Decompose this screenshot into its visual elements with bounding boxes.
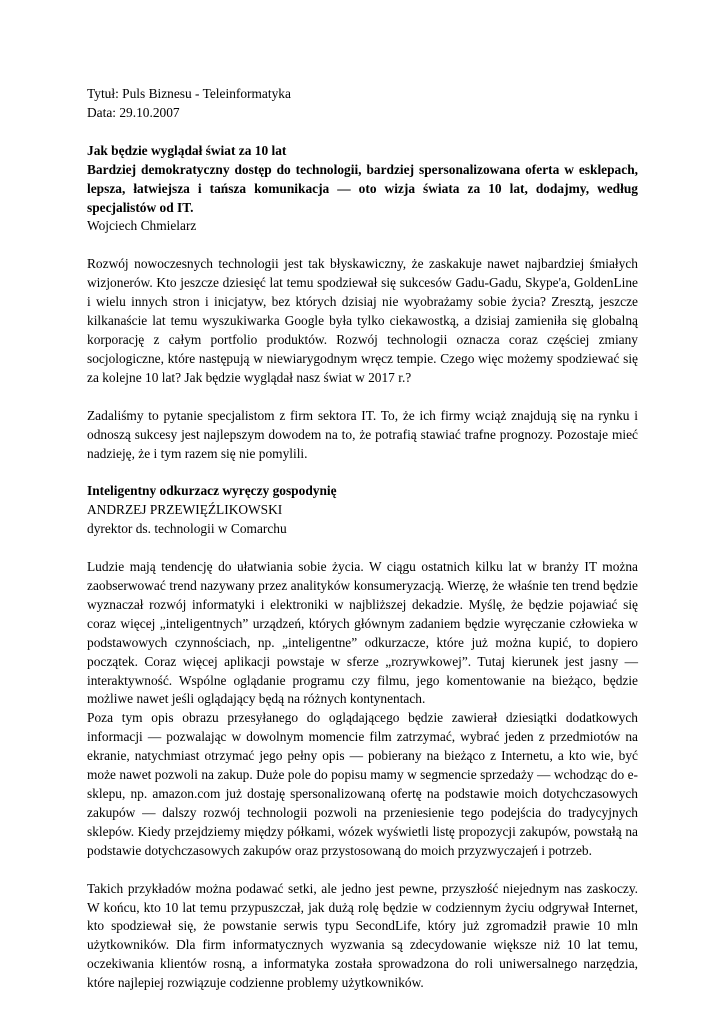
spacer: [87, 236, 638, 255]
expert-role: dyrektor ds. technologii w Comarchu: [87, 521, 287, 537]
article-author: Wojciech Chmielarz: [87, 218, 197, 234]
spacer: [87, 463, 638, 482]
intro-paragraph-2: Zadaliśmy to pytanie specjalistom z firm sektora IT. To, że ich firmy wciąż znajdują się na rynku i odnoszą sukcesy jest najlepszym dowodem na to, że potrafią stawiać trafne prognozy. Pozostaje mieć nadzieję, że i tym razem się nie pomylili.: [87, 407, 638, 461]
spacer: [87, 123, 638, 142]
spacer: [87, 388, 638, 407]
article-headline: Jak będzie wyglądał świat za 10 lat: [87, 142, 287, 158]
section-paragraph-2: Poza tym opis obrazu przesyłanego do oglądającego będzie zawierał dziesiątki dodatkowych informacji — pozwalając w dowolnym momencie film zatrzymać, wybrać jeden z przedmiotów na ekranie, natychmiast otrzymać jego pełny opis — pobierany na bieżąco z Internetu, a kto wie, być może nawet pozwoli na zakup. Duże pole do popisu mamy w segmencie sprzedaży — wchodząc do e-sklepu, np. amazon.com już dostaję spersonalizowaną ofertę na podstawie moich dotychczasowych zakupów — dalszy rozwój technologii pozwoli na przeniesienie tego podejścia do tradycyjnych sklepów. Kiedy przejdziemy między półkami, wózek wyświetli listę propozycji zakupów, powstałą na podstawie dotychczasowych zakupów oraz przystosowaną do moich przyzwyczajeń i potrzeb.: [87, 710, 638, 858]
section-paragraph-3: Takich przykładów można podawać setki, ale jedno jest pewne, przyszłość niejednym nas zaskoczy. W końcu, kto 10 lat temu przypuszczał, jak dużą rolę będzie w codziennym życiu odgrywał Internet, kto spodziewał się, że powstanie serwis typu SecondLife, który już zgromadził prawie 10 mln użytkowników. Dla firm informatycznych wyzwania są zdecydowanie większe niż 10 lat temu, oczekiwania klientów rosną, a informatyka została sprowadzona do roli uniwersalnego narzędzia, które najlepiej rozwiązuje codzienne problemy użytkowników.: [87, 880, 638, 991]
spacer: [87, 861, 638, 880]
spacer: [87, 539, 638, 558]
source-date: Data: 29.10.2007: [87, 104, 180, 120]
article-lead: Bardziej demokratyczny dostęp do technologii, bardziej spersonalizowana oferta w esklepach, lepsza, łatwiejsza i tańsza komunikacja — oto wizja świata za 10 lat, dodajmy, według specjalistów od IT.: [87, 161, 638, 215]
document-page: [87, 85, 638, 993]
section-heading: Inteligentny odkurzacz wyręczy gospodynię: [87, 483, 337, 499]
section-paragraph-1: Ludzie mają tendencję do ułatwiania sobie życia. W ciągu ostatnich kilku lat w branży IT można zaobserwować trend nazywany przez analityków konsumeryzacją. Wierzę, że właśnie ten trend będzie wyznaczał rozwój informatyki i elektroniki w najbliższej dekadzie. Myślę, że będzie pojawiać się coraz więcej „inteligentnych” urządzeń, których głównym zadaniem będzie wyręczanie człowieka w podstawowych czynnościach, np. „inteligentne” odkurzacze, które już można kupić, to dopiero początek. Coraz więcej aplikacji powstaje w sferze „rozrywkowej”. Tutaj kierunek jest jasny — interaktywność. Wspólne oglądanie programu czy filmu, jego komentowanie na bieżąco, będzie możliwe nawet jeśli oglądający będą na różnych kontynentach.: [87, 559, 638, 707]
expert-name: ANDRZEJ PRZEWIĘŹLIKOWSKI: [87, 502, 283, 518]
source-title: Tytuł: Puls Biznesu - Teleinformatyka: [87, 86, 291, 101]
intro-paragraph-1: Rozwój nowoczesnych technologii jest tak błyskawiczny, że zaskakuje nawet najbardziej śmiałych wizjonerów. Kto jeszcze dziesięć lat temu spodziewał się sukcesów Gadu-Gadu, Skype'a, GoldenLine i wielu innych stron i inicjatyw, bez których dzisiaj nie wyobrażamy sobie życia? Zresztą, jeszcze kilkanaście lat temu wyszukiwarka Google była tylko ciekawostką, a dzisiaj zamieniła się globalną korporację z całym portfolio produktów. Rozwój technologii oznacza coraz częściej zmiany socjologiczne, które następują w niewiarygodnym wręcz tempie. Czego więc możemy spodziewać się za kolejne 10 lat? Jak będzie wyglądał nasz świat w 2017 r.?: [87, 256, 638, 385]
